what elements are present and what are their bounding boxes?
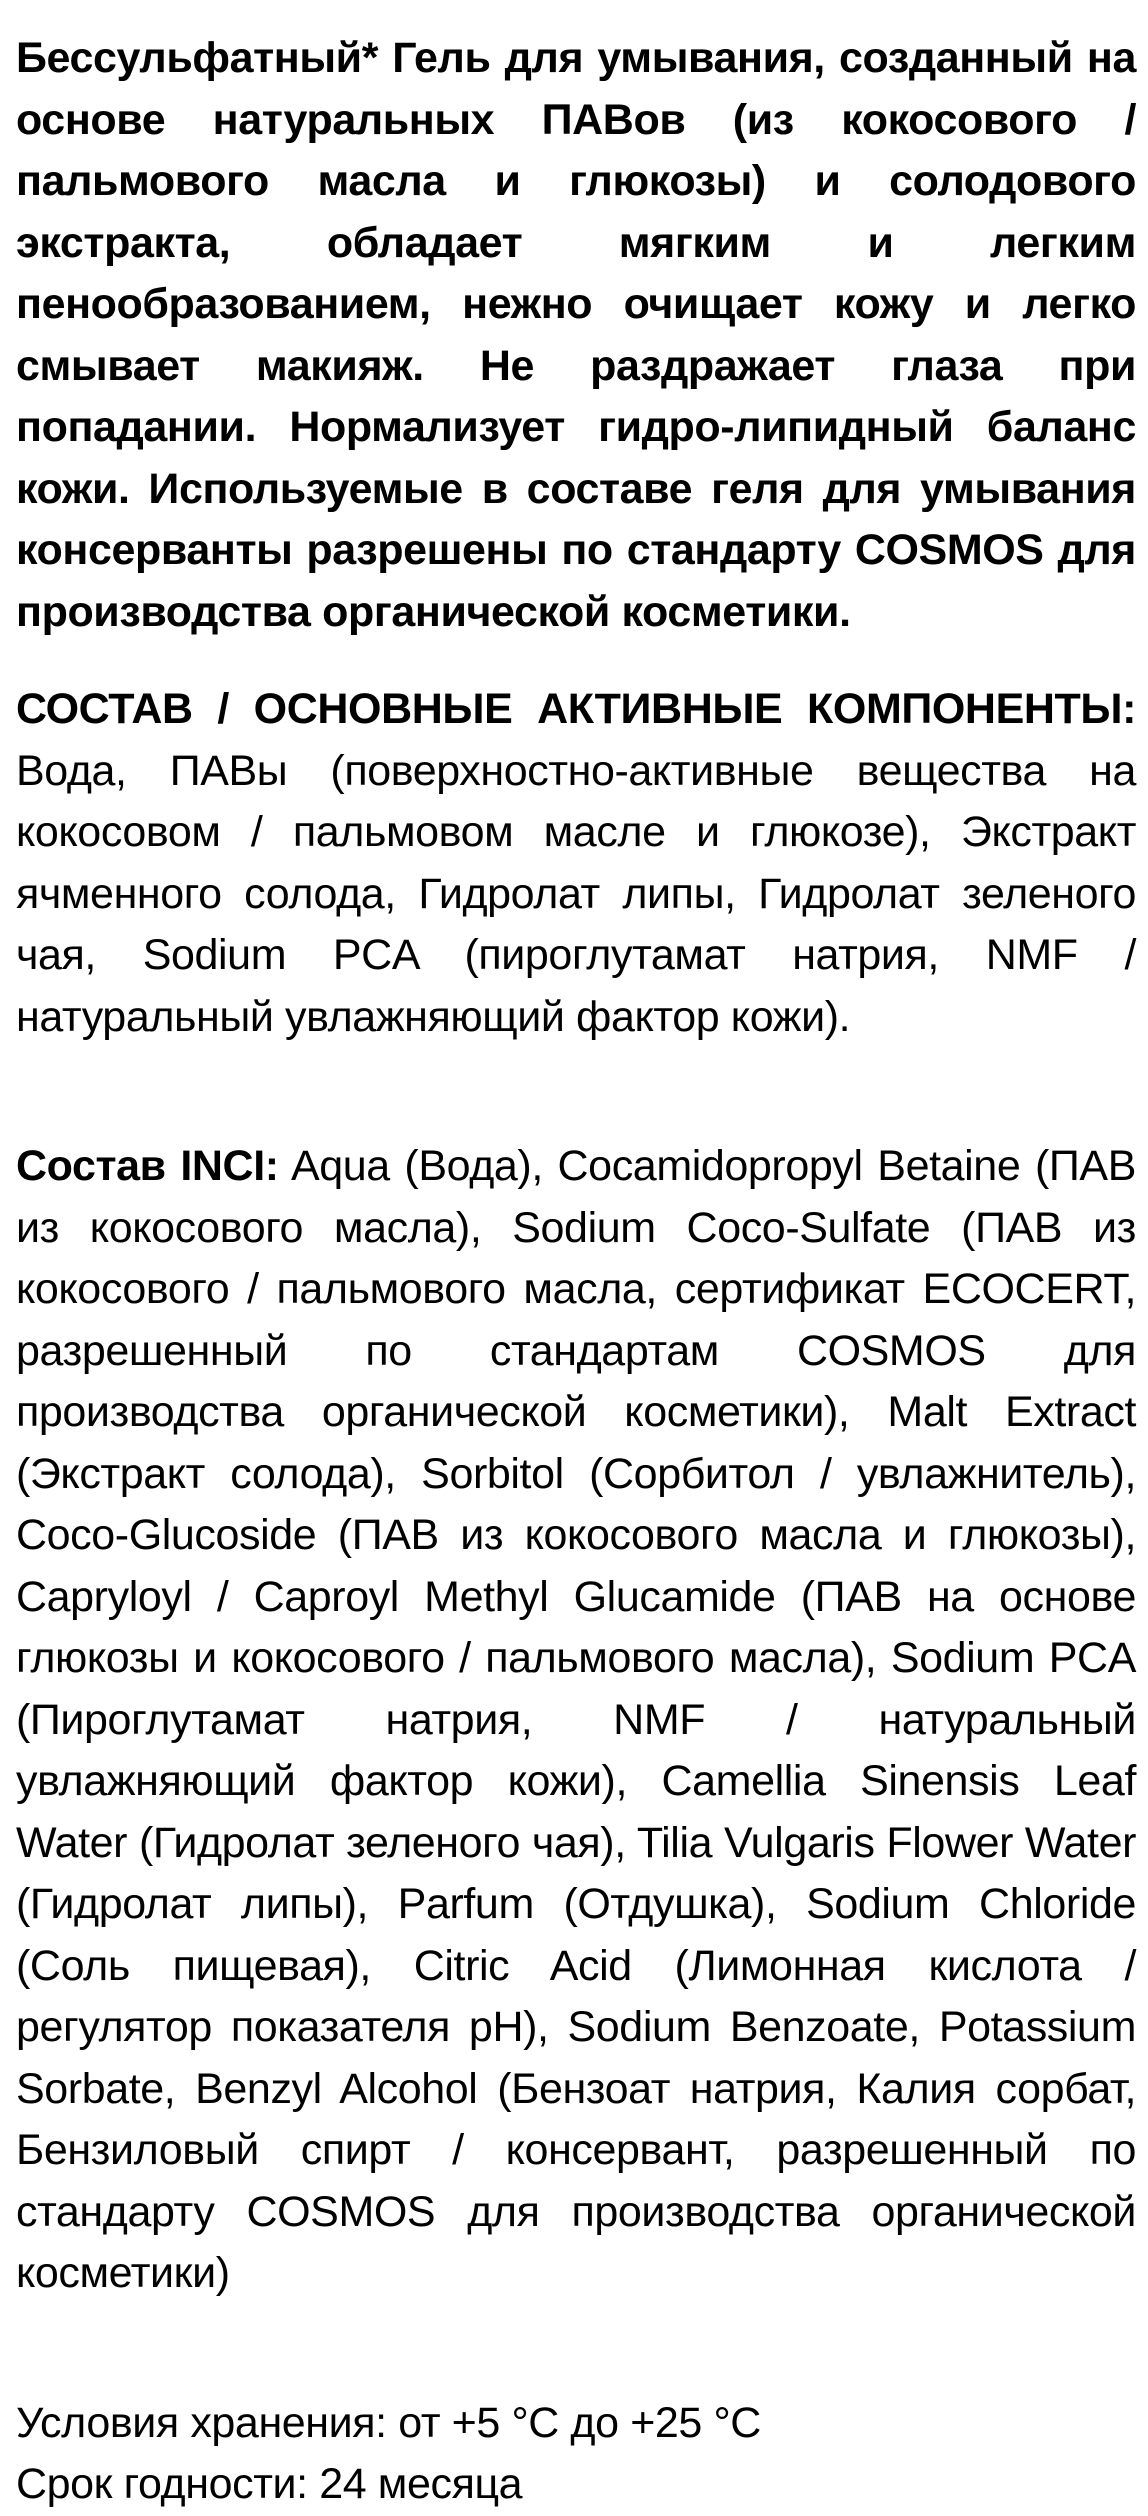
composition-text: Вода, ПАВы (поверхностно-активные вещества на кокосовом / пальмовом масле и глюкозе), Экстракт ячменного солода, Гидролат липы, Гидролат зеленого чая, Sodium PCA (пироглутамат натрия, NMF / натуральный увлажняющий фактор кожи). (16, 746, 1136, 1041)
shelf-life: Срок годности: 24 месяца (16, 2460, 523, 2508)
description-text: Бессульфатный* Гель для умывания, созданный на основе натуральных ПАВов (из кокосового / пальмового масла и глюкозы) и солодового экстракта, обладает мягким и легким пенообразованием, нежно очищает кожу и легко смывает макияж. Не раздражает глаза при попадании. Нормализует гидро-липидный баланс кожи. Используемые в составе геля для умывания консерванты разрешены по стандарту COSMOS для производства органической косметики. (16, 34, 1136, 636)
composition-paragraph (16, 679, 1136, 1048)
composition-heading: СОСТАВ / ОСНОВНЫЕ АКТИВНЫЕ КОМПОНЕНТЫ: (16, 685, 1136, 733)
inci-section (16, 1136, 1136, 2305)
inci-heading: Состав INCI: (16, 1142, 279, 1190)
inci-text: Aqua (Вода), Cocamidopropyl Betaine (ПАВ из кокосового масла), Sodium Coco-Sulfate (ПАВ из кокосового / пальмового масла, сертификат ECOCERT, разрешенный по стандартам COSMOS для производства органической косметики), Malt Extract (Экстракт солода), Sorbitol (Сорбитол / увлажнитель), Coco-Glucoside (ПАВ из кокосового масла и глюкозы), Capryloyl / Caproyl Methyl Glucamide (ПАВ на основе глюкозы и кокосового / пальмового масла), Sodium PCA (Пироглутамат натрия, NMF / натуральный увлажняющий фактор кожи), Camellia Sinensis Leaf Water (Гидролат зеленого чая), Tilia Vulgaris Flower Water (Гидролат липы), Parfum (Отдушка), Sodium Chloride (Соль пищевая), Citric Acid (Лимонная кислота / регулятор показателя pH), Sodium Benzoate, Potassium Sorbate, Benzyl Alcohol (Бензоат натрия, Калия сорбат, Бензиловый спирт / консервант, разрешенный по стандарту COSMOS для производства органической косметики) (16, 1142, 1136, 2297)
product-label (16, 28, 1136, 2516)
inci-paragraph (16, 1136, 1136, 2305)
description-section (16, 28, 1136, 643)
composition-section (16, 679, 1136, 1048)
storage-conditions: Условия хранения: от +5 °C до +25 °C (16, 2398, 761, 2447)
storage-section (16, 2393, 1136, 2516)
